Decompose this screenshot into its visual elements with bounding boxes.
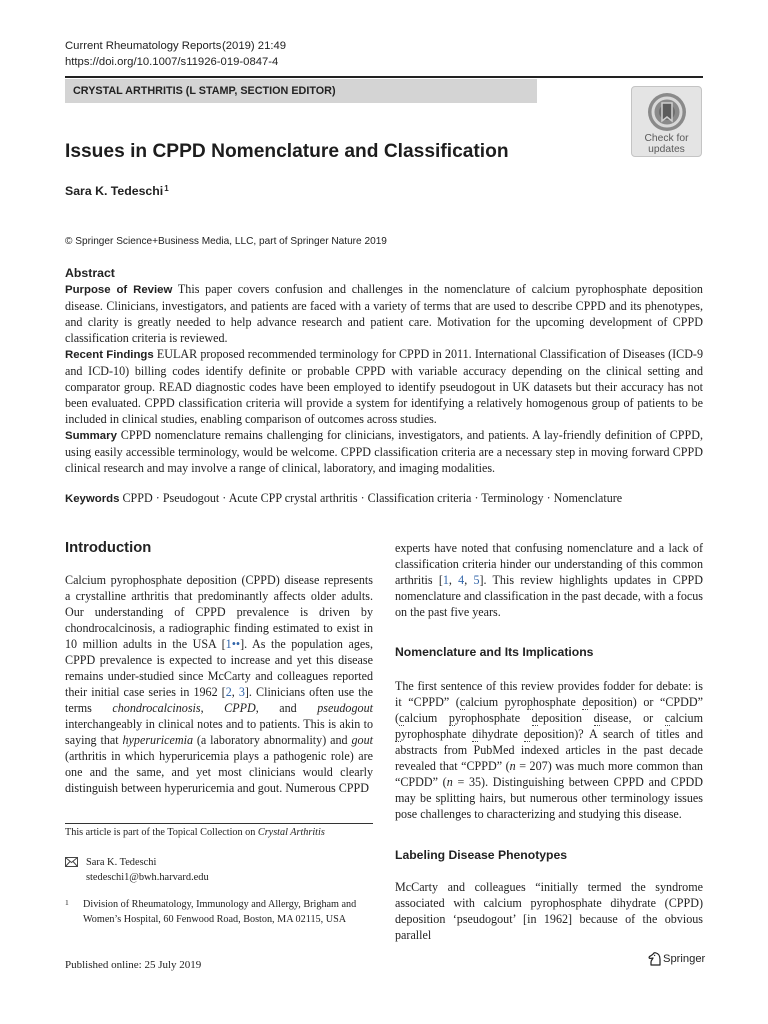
abstract-text: EULAR proposed recommended terminology for CPPD in 2011. International Classification of Diseases (ICD-9 and ICD-10) billing codes identify definite or probable CPPD with variable accuracy depending on the clinical setting and comparator group. READ diagnostic codes have been employed to identify pseudogout in UK datasets but their accuracy has not been evaluated. CPPD classification criteria will provide a system for identifying a relatively homogenous group of patients to be included in clinical studies, enabling comparison of outcomes across studies. xyxy=(65,347,703,426)
springer-horse-icon xyxy=(648,952,661,966)
text-run: alcium xyxy=(670,711,703,725)
text-run: This article is part of the Topical Collection on xyxy=(65,827,258,838)
citation-link[interactable]: 2 xyxy=(225,685,232,699)
abstract-text: This paper covers confusion and challenges in the nomenclature of calcium pyrophosphate deposition disease. Clinicians, investigators, and patients are faced with a variety of terms that are used to describe CPPD and its phenotypes, and clarity is greatly needed to help advance research and patient care. Motivation for the upcoming development of CPPD classification criteria is reviewed. xyxy=(65,282,703,345)
text-run: alcium xyxy=(465,695,505,709)
text-run: (arthritis in which hyperuricemia plays a pathogenic role) are one and the same, and yet most clinicians would clearly distinguish between hyperuricemia and gout. Numerous CPPD xyxy=(65,749,373,795)
abstract xyxy=(65,265,703,476)
text-run: Calcium pyrophosphate deposition (CPPD) disease represents a crystalline arthritis that predominantly affects older adults. Our understanding of CPPD prevalence is driven by chondrocalcinosis, a radiographic finding estimated to exist in 10 million adults in the USA [ xyxy=(65,573,373,651)
text-run: hosphate xyxy=(532,695,583,709)
keyword: Acute CPP crystal arthritis xyxy=(228,491,358,505)
abstract-recent-findings xyxy=(65,346,703,427)
abstract-heading: Abstract xyxy=(65,266,115,280)
underlined-initial: p xyxy=(395,727,402,741)
phenotypes-paragraph xyxy=(395,879,703,943)
section-bar: CRYSTAL ARTHRITIS (L STAMP, SECTION EDITOR) xyxy=(65,79,537,103)
footnote-rule xyxy=(65,823,373,824)
text-run: interchangeably in clinical notes and to patients. This is akin to saying that xyxy=(65,717,373,747)
citation-link[interactable]: 1•• xyxy=(225,637,241,651)
author-line xyxy=(65,183,169,199)
underlined-initial: d xyxy=(593,711,600,725)
underlined-initial: c xyxy=(664,711,671,725)
text-run: , and xyxy=(255,701,318,715)
text-run: eposition xyxy=(537,711,594,725)
keywords-line xyxy=(65,490,703,507)
article-title: Issues in CPPD Nomenclature and Classification xyxy=(65,141,509,162)
underlined-initial: d xyxy=(531,711,538,725)
underlined-initial: p xyxy=(448,711,455,725)
underlined-initial: p xyxy=(504,695,511,709)
badge-line-2: updates xyxy=(648,143,685,155)
keyword-separator: · xyxy=(219,491,229,505)
text-run: experts have noted that confusing nomenclature and a lack of classification criteria hinder our understanding of this common arthritis [ xyxy=(395,541,703,587)
italic-term: chondrocalcinosis xyxy=(112,701,201,715)
doi-link[interactable]: https://doi.org/10.1007/s11926-019-0847-4 xyxy=(65,55,279,68)
running-header xyxy=(65,39,465,70)
italic-term: hyperuricemia xyxy=(122,733,194,747)
text-run: ]. As the population ages, CPPD prevalence is expected to increase and yet this disease remains under-studied since McCarty and colleagues reported their initial case series in 1962 [ xyxy=(65,637,373,699)
introduction-continuation xyxy=(395,540,703,620)
keyword-separator: · xyxy=(152,491,163,505)
abstract-label: Recent Findings xyxy=(65,349,154,361)
underlined-initial: c xyxy=(459,695,466,709)
keyword: Classification criteria xyxy=(367,491,472,505)
badge-line-1: Check for xyxy=(644,133,689,144)
author-name: Sara K. Tedeschi xyxy=(65,184,164,198)
citation-link[interactable]: 1 xyxy=(442,573,449,587)
text-run: = 207) was much more common than “CPDD” ( xyxy=(395,759,703,789)
text-run: , xyxy=(200,701,225,715)
text-run: The first sentence of this review provides fodder for debate: is it “CPPD” ( xyxy=(395,679,703,709)
citation-link[interactable]: 3 xyxy=(238,685,245,699)
text-run: yrophosphate xyxy=(454,711,532,725)
nomenclature-heading: Nomenclature and Its Implications xyxy=(395,645,594,659)
check-for-updates-badge[interactable] xyxy=(631,86,702,157)
keywords-list xyxy=(122,491,622,505)
text-run: ]. This review highlights updates in CPPD nomenclature and classification in the past decade, with a focus on the past five years. xyxy=(395,573,704,619)
copyright-line: © Springer Science+Business Media, LLC, part of Springer Nature 2019 xyxy=(65,236,387,247)
underlined-initial: d xyxy=(472,727,479,741)
keyword: CPPD xyxy=(122,491,153,505)
italic-term: CPPD xyxy=(224,701,256,715)
italic-term: pseudogout xyxy=(317,701,373,715)
text-run: = 35). Distinguishing between CPPD and CPDD may be splitting hairs, but numerous other terminology issues pose challenges to characterizing and studying this disease. xyxy=(395,775,704,821)
text-run: , xyxy=(231,685,239,699)
published-date: Published online: 25 July 2019 xyxy=(65,959,202,971)
abstract-label: Purpose of Review xyxy=(65,284,173,296)
topical-collection-note xyxy=(65,826,373,840)
keyword: Terminology xyxy=(481,491,544,505)
keyword: Nomenclature xyxy=(553,491,623,505)
keyword: Pseudogout xyxy=(162,491,220,505)
introduction-paragraph xyxy=(65,572,373,796)
underlined-initial: p xyxy=(526,695,533,709)
text-run: ihydrate xyxy=(478,727,524,741)
underlined-initial: d xyxy=(582,695,589,709)
affiliation-text: Division of Rheumatology, Immunology and Allergy, Brigham and Women’s Hospital, 60 Fenwood Road, Boston, MA 02115, USA xyxy=(83,899,357,925)
affiliation-number: 1 xyxy=(65,898,69,907)
text-run: McCarty and colleagues “initially termed the syndrome associated with calcium pyrophosphate dihydrate (CPPD) deposition ‘pseudogout’ [in 1962] because of the obvious parallel xyxy=(395,880,703,942)
abstract-label: Summary xyxy=(65,430,117,442)
email-link[interactable]: stedeschi1@bwh.harvard.edu xyxy=(86,872,209,883)
text-run: eposition)? A search of titles and abstracts from PubMed indexed articles in the past decade revealed that “CPPD” ( xyxy=(395,727,704,773)
publisher-name: Springer xyxy=(663,953,706,965)
journal-name: Current Rheumatology Reports xyxy=(65,40,222,52)
springer-logo xyxy=(648,950,705,968)
envelope-icon xyxy=(65,857,78,867)
abstract-purpose xyxy=(65,281,703,346)
italic-term: gout xyxy=(351,733,373,747)
italic-term: n xyxy=(509,759,516,773)
nomenclature-paragraph xyxy=(395,678,703,822)
italic-term: Crystal Arthritis xyxy=(257,827,325,838)
header-rule xyxy=(65,76,703,78)
abstract-summary xyxy=(65,427,703,476)
underlined-initial: d xyxy=(523,727,530,741)
citation-link[interactable]: 4 xyxy=(458,573,465,587)
corresponding-author-name: Sara K. Tedeschi xyxy=(86,857,157,868)
text-run: alcium xyxy=(404,711,449,725)
italic-term: n xyxy=(446,775,453,789)
article-citation: (2019) 21:49 xyxy=(222,40,287,52)
citation-link[interactable]: 5 xyxy=(473,573,480,587)
text-run: , xyxy=(464,573,474,587)
text-run: ]. Clinicians often use the terms xyxy=(65,685,373,715)
affiliation-mark: 1 xyxy=(164,184,169,193)
text-run: isease, or xyxy=(599,711,665,725)
text-run: eposition) or “CPDD” ( xyxy=(395,695,703,725)
keywords-label: Keywords xyxy=(65,493,120,505)
keyword-separator: · xyxy=(471,491,482,505)
keyword-separator: · xyxy=(543,491,554,505)
text-run: yro xyxy=(510,695,527,709)
text-run: yrophosphate xyxy=(401,727,473,741)
abstract-text: CPPD nomenclature remains challenging for clinicians, investigators, and patients. A lay-friendly definition of CPPD, using easily accessible terminology, would be welcome. CPPD classification criteria are a necessary step in moving forward CPPD clinical research and may involve a range of clinical, laboratory, and imaging modalities. xyxy=(65,428,703,475)
introduction-heading: Introduction xyxy=(65,540,152,556)
text-run: (a laboratory abnormality) and xyxy=(193,733,352,747)
underlined-initial: c xyxy=(399,711,405,725)
phenotypes-heading: Labeling Disease Phenotypes xyxy=(395,848,568,862)
text-run: , xyxy=(448,573,459,587)
keyword-separator: · xyxy=(357,491,368,505)
check-for-updates-icon xyxy=(647,92,687,132)
